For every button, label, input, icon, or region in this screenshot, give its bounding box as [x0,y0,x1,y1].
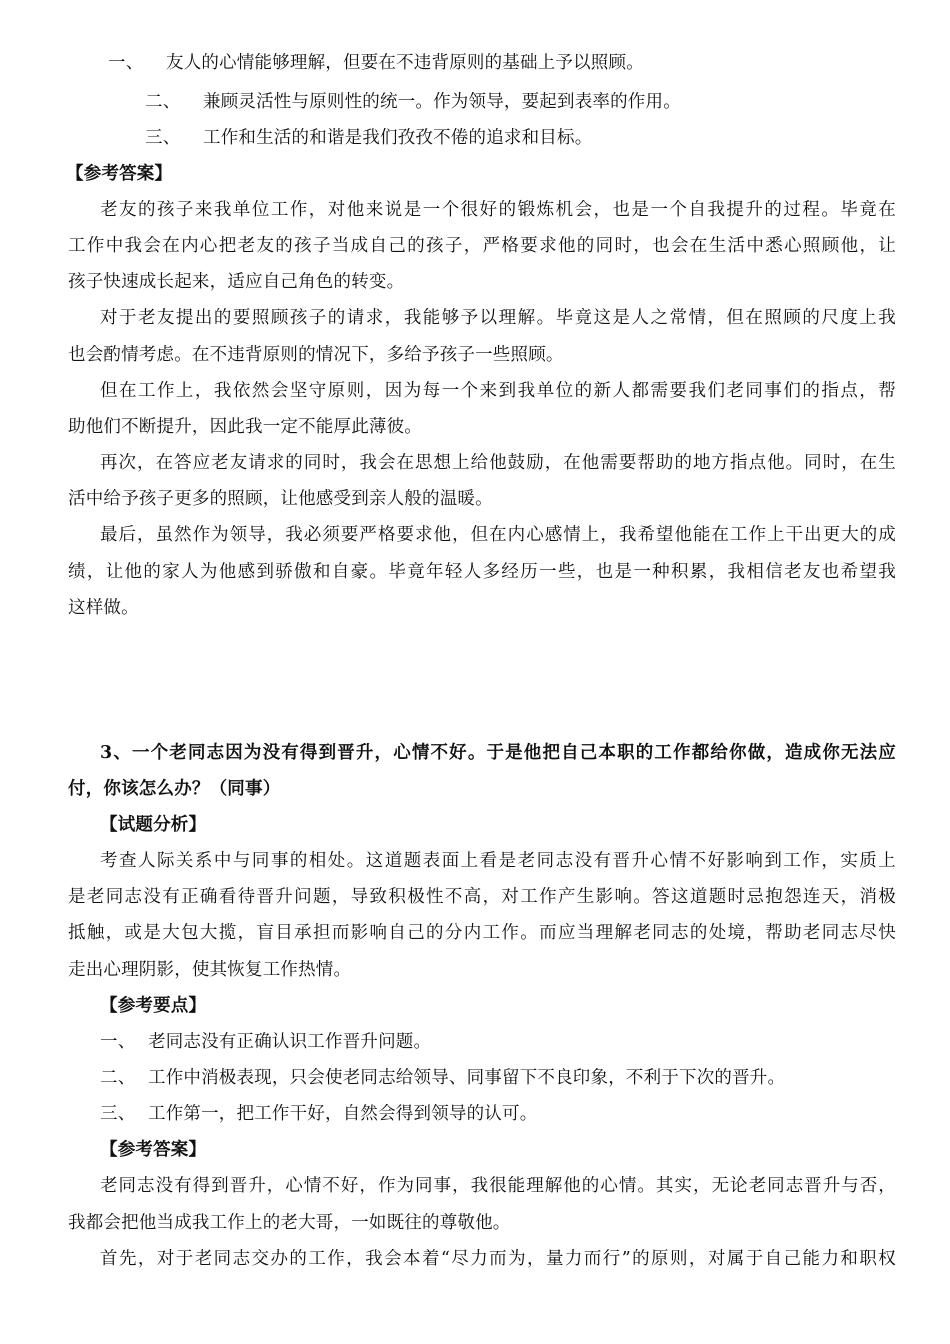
analysis-line: 考查人际关系中与同事的相处。这道题表面上看是老同志没有晋升心情不好影响到工作，实质上 [100,851,896,871]
point-number: 三、 [145,128,181,148]
point-3 [100,1102,537,1126]
answer-line: 我都会把他当成我工作上的老大哥，一如既往的尊敬他。 [68,1213,511,1233]
point-1 [100,1030,431,1054]
point-2 [100,1066,785,1090]
analysis-header: 【试题分析】 [100,815,207,835]
question-title: 付，你该怎么办？（同事） [68,779,281,799]
question-title: 3、一个老同志因为没有得到晋升，心情不好。于是他把自己本职的工作都给你做，造成你无法应 [100,743,896,763]
paragraph-line: 助他们不断提升，因此我一定不能厚此薄彼。 [68,417,422,437]
paragraph-line: 最后，虽然作为领导，我必须要严格要求他，但在内心感情上，我希望他能在工作上干出更大的成 [100,525,896,545]
point-number: 一、 [108,53,144,73]
paragraph-line: 对于老友提出的要照顾孩子的请求，我能够予以理解。毕竟这是人之常情，但在照顾的尺度上我 [100,308,896,328]
point-text: 工作和生活的和谐是我们孜孜不倦的追求和目标。 [203,128,593,148]
analysis-line: 走出心理阴影，使其恢复工作热情。 [68,960,352,980]
paragraph-line: 这样做。 [68,598,139,618]
paragraph-line: 老友的孩子来我单位工作，对他来说是一个很好的锻炼机会，也是一个自我提升的过程。毕竟在 [100,200,896,220]
answer-line: 老同志没有得到晋升，心情不好，作为同事，我很能理解他的心情。其实，无论老同志晋升与否， [100,1176,896,1196]
point-text: 工作中消极表现，只会使老同志给领导、同事留下不良印象，不利于下次的晋升。 [148,1068,786,1088]
point-number: 一、 [100,1032,136,1052]
point-number: 二、 [100,1068,136,1088]
point-number: 二、 [145,92,181,112]
paragraph-line: 绩，让他的家人为他感到骄傲和自豪。毕竟年轻人多经历一些，也是一种积累，我相信老友也希望我 [68,562,896,582]
paragraph-line: 但在工作上，我依然会坚守原则，因为每一个来到我单位的新人都需要我们老同事们的指点，帮 [100,381,896,401]
analysis-line: 抵触，或是大包大揽，盲目承担而影响自己的分内工作。而应当理解老同志的处境，帮助老同志尽快 [68,923,896,943]
point-number: 三、 [100,1104,136,1124]
paragraph-line: 也会酌情考虑。在不违背原则的情况下，多给予孩子一些照顾。 [68,345,564,365]
paragraph-line: 孩子快速成长起来，适应自己角色的转变。 [68,272,405,292]
point-text: 友人的心情能够理解，但要在不违背原则的基础上予以照顾。 [166,53,644,73]
point-text: 工作第一，把工作干好，自然会得到领导的认可。 [148,1104,538,1124]
paragraph-line: 工作中我会在内心把老友的孩子当成自己的孩子，严格要求他的同时，也会在生活中悉心照顾他，让 [68,236,896,256]
paragraph-line: 再次，在答应老友请求的同时，我会在思想上给他鼓励，在他需要帮助的地方指点他。同时，在生 [100,453,896,473]
point-text: 老同志没有正确认识工作晋升问题。 [148,1032,432,1052]
point-text: 兼顾灵活性与原则性的统一。作为领导，要起到表率的作用。 [203,92,681,112]
answer-line: 首先，对于老同志交办的工作，我会本着“尽力而为，量力而行”的原则，对属于自己能力和职权 [100,1249,896,1269]
answer-header: 【参考答案】 [100,1140,207,1160]
point-2 [145,90,681,114]
answer-header: 【参考答案】 [66,164,173,184]
paragraph-line: 活中给予孩子更多的照顾，让他感受到亲人般的温暖。 [68,489,493,509]
point-1 [108,51,644,75]
analysis-line: 是老同志没有正确看待晋升问题，导致积极性不高，对工作产生影响。答这道题时忌抱怨连天，消极 [68,887,896,907]
point-3 [145,126,592,150]
points-header: 【参考要点】 [100,996,207,1016]
